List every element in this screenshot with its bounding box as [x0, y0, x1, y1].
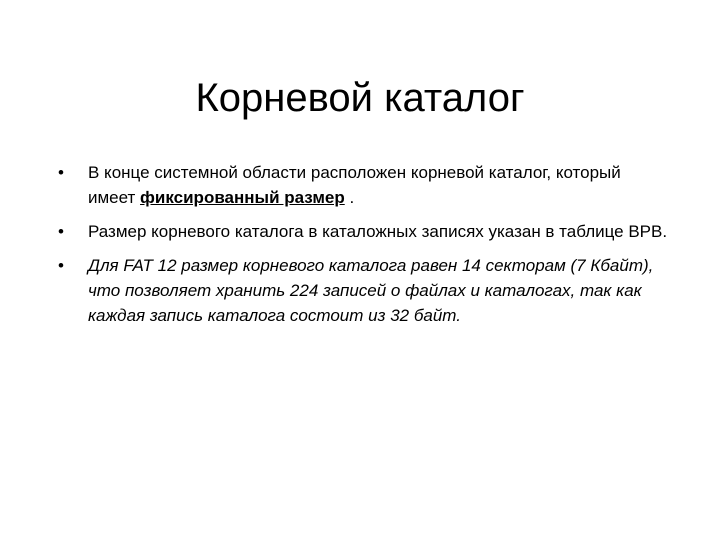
slide-title: Корневой каталог — [195, 76, 525, 120]
bullet-text: Для FAT 12 размер корневого каталога равен 14 секторам (7 Кбайт), что позволяет хранить 224 записей о файлах и каталогах, так как каждая запись каталога состоит из 32 байт. — [88, 256, 654, 325]
bullet-marker: • — [58, 163, 64, 182]
bullet-item-1 — [58, 160, 668, 210]
bullet-item-2 — [58, 219, 668, 244]
bullet-text: Размер корневого каталога в каталожных записях указан в таблице BPB. — [88, 222, 668, 241]
bullet-list — [58, 160, 668, 337]
bullet-marker: • — [58, 222, 64, 241]
bullet-item-3 — [58, 253, 668, 328]
emphasis-text: фиксированный размер — [140, 188, 345, 207]
bullet-marker: • — [58, 256, 64, 275]
bullet-text-start: В конце системной области расположен корневой каталог, который имеет — [88, 163, 621, 207]
bullet-text-end: . — [344, 188, 355, 207]
